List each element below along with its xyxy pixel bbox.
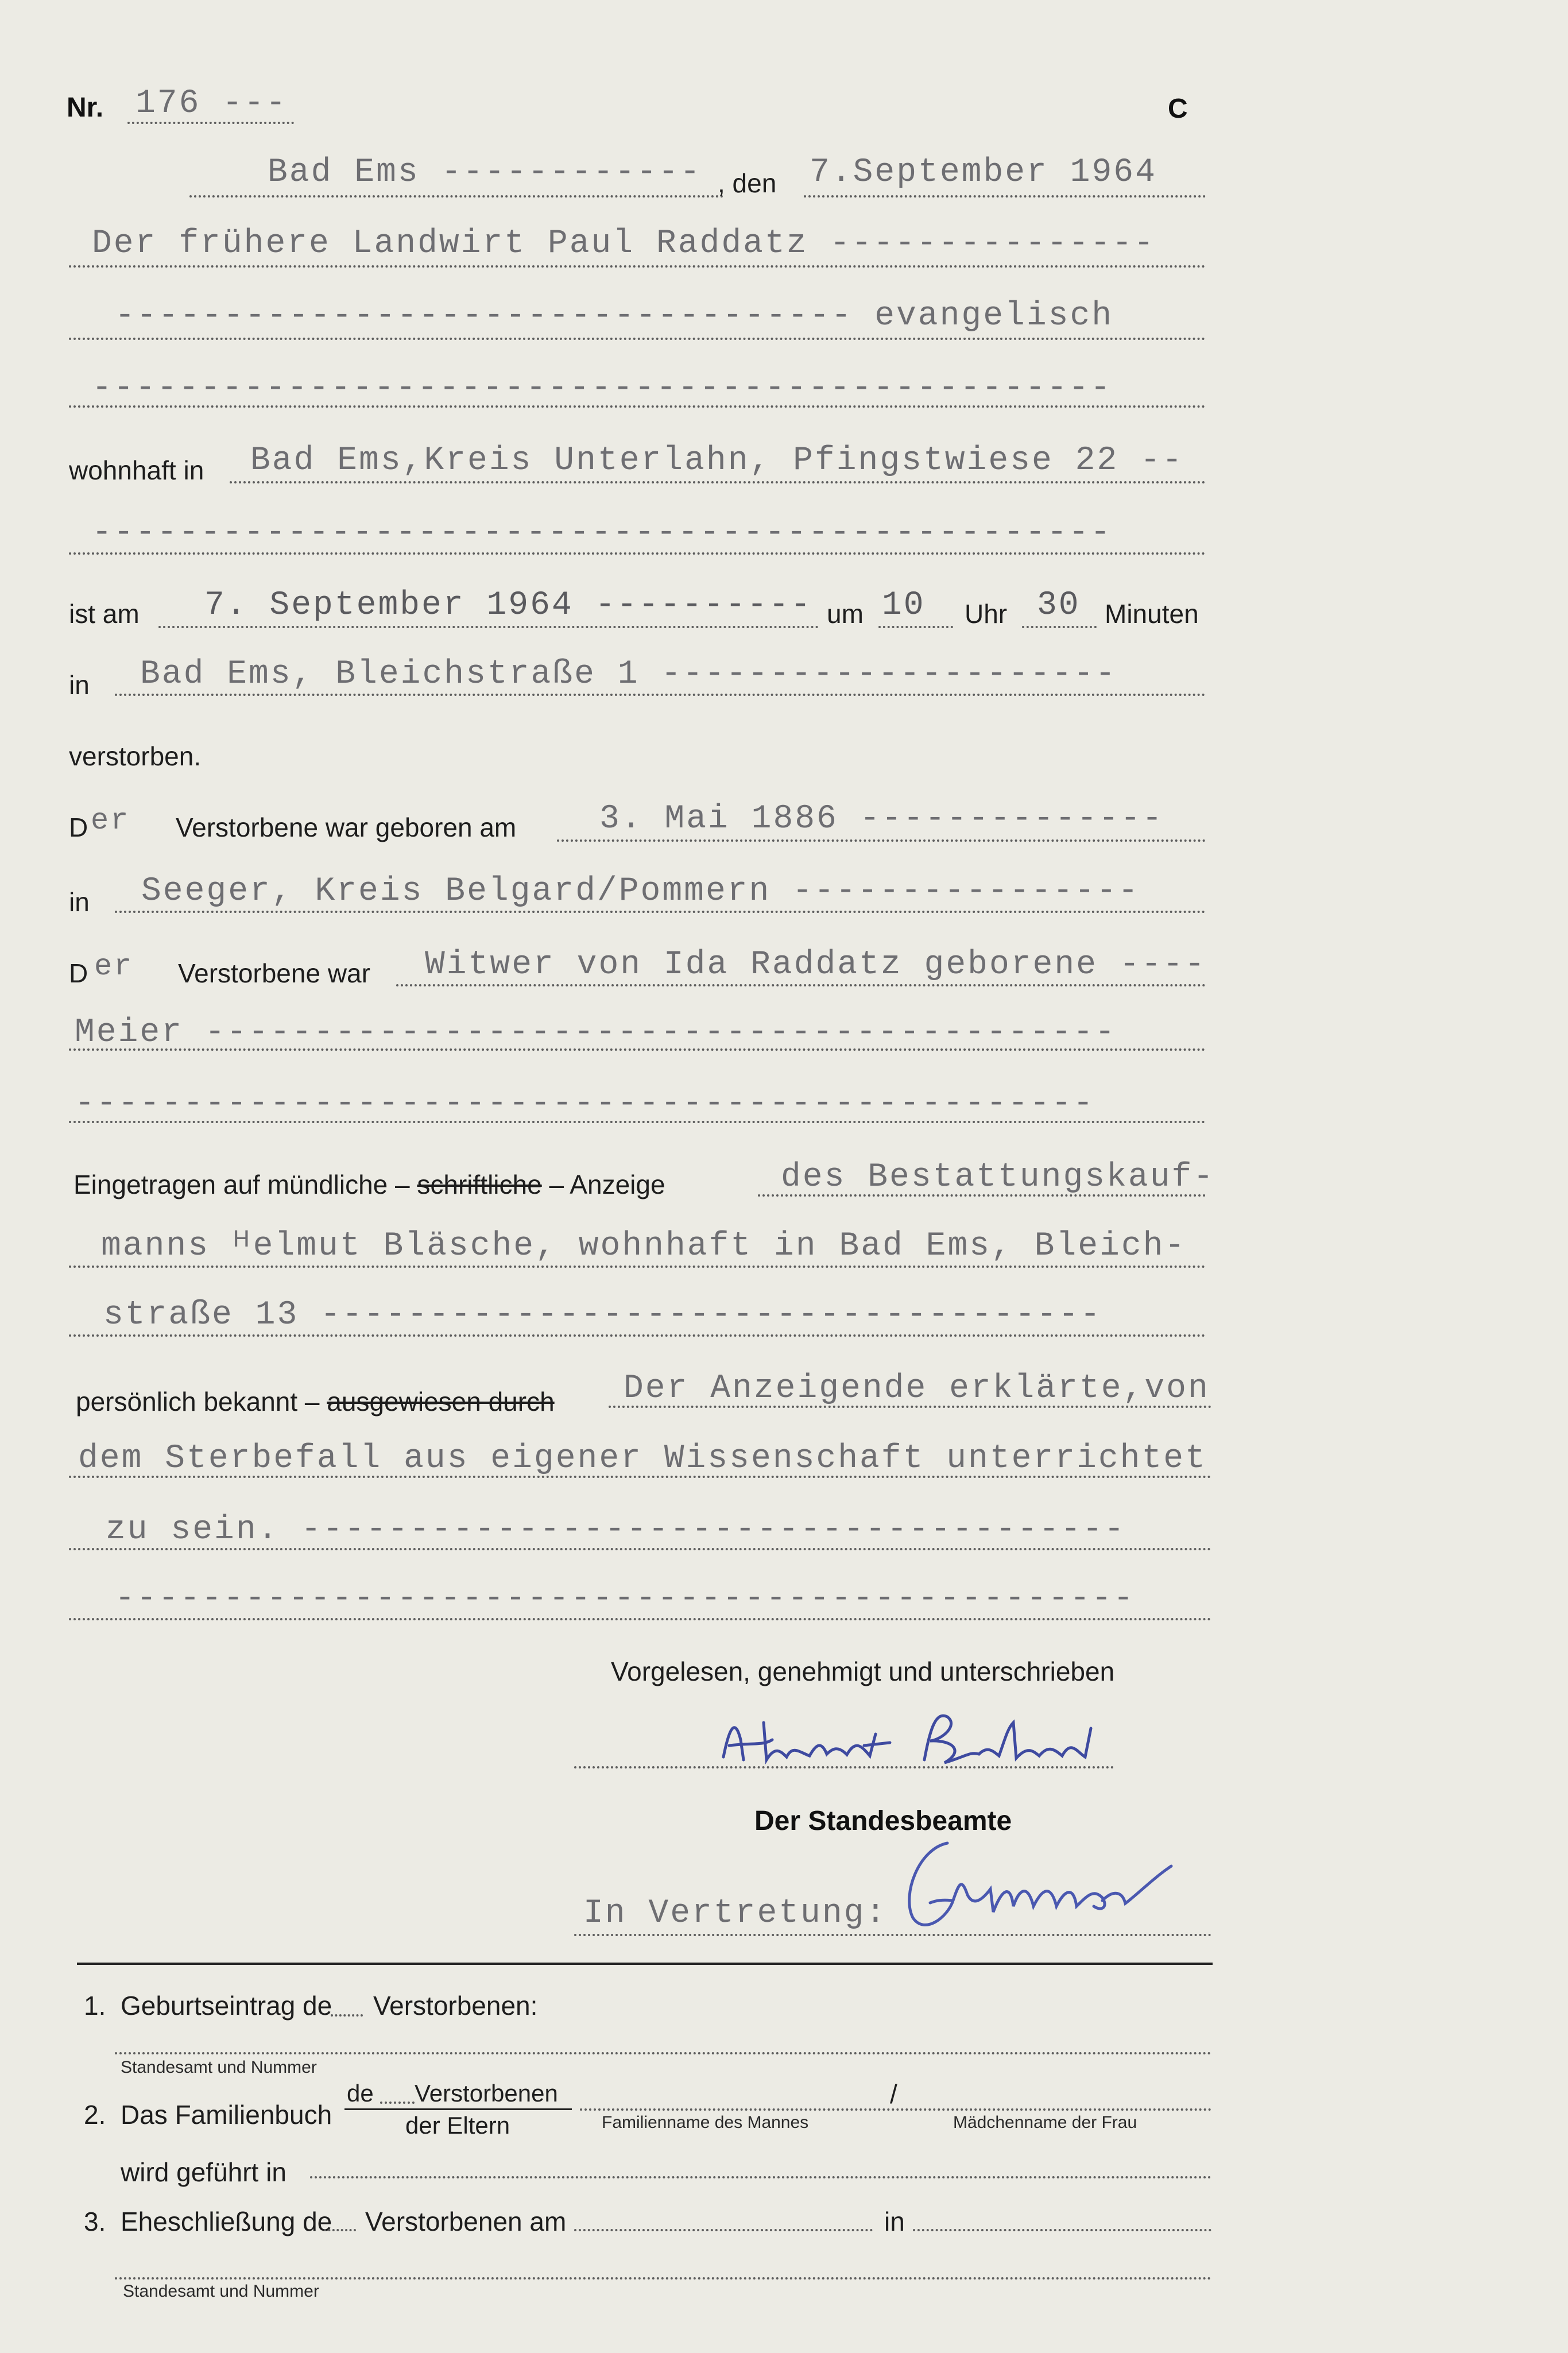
item2-slash: / xyxy=(890,2079,897,2109)
item2-top-a: de xyxy=(347,2080,374,2107)
report-label-b: – Anzeige xyxy=(549,1170,665,1199)
birth-label: Verstorbene war geboren am xyxy=(176,812,517,842)
birth-in-label: in xyxy=(69,887,90,917)
death-date: 7. September 1964 ---------- xyxy=(204,587,812,624)
report-line-3: straße 13 ------------------------------------ xyxy=(103,1297,1102,1334)
person-dotted-3 xyxy=(69,405,1206,408)
identity-dotted-4 xyxy=(69,1618,1211,1620)
item2-kept-label: wird geführt in xyxy=(121,2157,287,2187)
ist-am-label: ist am xyxy=(69,599,140,629)
place-dotted-line xyxy=(189,195,723,198)
identity-line-2: dem Sterbefall aus eigener Wissenschaft unterrichtet xyxy=(78,1440,1207,1477)
corner-letter: C xyxy=(1168,94,1188,124)
report-dotted-2 xyxy=(69,1265,1206,1268)
death-hour: 10 xyxy=(882,587,926,624)
item3-dots-short xyxy=(324,2229,356,2231)
place: Bad Ems ------------ xyxy=(268,154,702,191)
person-line-3: ----------------------------------------------- xyxy=(92,370,1112,407)
item1-label: Geburtseintrag de xyxy=(121,1991,332,2021)
death-place: Bad Ems, Bleichstraße 1 --------------------- xyxy=(140,656,1117,693)
item1-number: 1. xyxy=(84,1991,106,2021)
identity-label xyxy=(76,1386,555,1417)
date-dotted-line xyxy=(804,195,1206,198)
marital-line-2: Meier ------------------------------------------ xyxy=(75,1014,1117,1051)
item3-dotted xyxy=(115,2277,1211,2280)
nr-label: Nr. xyxy=(67,92,104,123)
residence-line-2: ----------------------------------------------- xyxy=(92,514,1112,552)
footer-divider xyxy=(77,1963,1213,1965)
person-line-1: Der frühere Landwirt Paul Raddatz --------------- xyxy=(92,225,1156,262)
item1-caption: Standesamt und Nummer xyxy=(121,2058,317,2077)
item2-label: Das Familienbuch xyxy=(121,2100,332,2130)
person-dotted-1 xyxy=(69,265,1206,268)
uhr-label: Uhr xyxy=(965,599,1008,629)
death-place-dotted xyxy=(115,694,1206,696)
report-dotted-3 xyxy=(69,1334,1206,1337)
item3-label: Eheschließung de xyxy=(121,2207,332,2236)
report-line-2: manns ᴴelmut Bläsche, wohnhaft in Bad Ems, Bleich- xyxy=(101,1228,1187,1265)
death-in-label: in xyxy=(69,670,90,700)
item1-label-b: Verstorbenen: xyxy=(373,1991,538,2021)
identity-label-a: persönlich bekannt – xyxy=(76,1387,320,1417)
item1-dotted xyxy=(115,2052,1211,2054)
item3-caption: Standesamt und Nummer xyxy=(123,2282,319,2301)
birth-prefix: D xyxy=(69,812,88,842)
minuten-label: Minuten xyxy=(1105,599,1199,629)
identity-dotted-1 xyxy=(609,1406,1211,1408)
minutes-dotted xyxy=(1022,626,1097,628)
deputy-label: In Vertretung: xyxy=(583,1895,888,1932)
item3-in-label: in xyxy=(884,2207,905,2236)
item2-caption-b: Mädchenname der Frau xyxy=(953,2113,1137,2132)
item1-dots-short xyxy=(331,2014,363,2017)
marital-prefix: D xyxy=(69,958,88,988)
death-date-dotted xyxy=(158,626,819,628)
nr-dotted-line xyxy=(127,122,294,124)
identity-label-struck: ausgewiesen durch xyxy=(327,1387,555,1417)
record-date: 7.September 1964 xyxy=(810,154,1157,191)
death-minutes: 30 xyxy=(1037,587,1081,624)
identity-dotted-2 xyxy=(69,1476,1211,1478)
hour-dotted xyxy=(878,626,953,628)
nr-value: 176 --- xyxy=(135,85,288,122)
item2-kept-dotted xyxy=(310,2176,1211,2178)
item3-date-dotted xyxy=(574,2229,873,2231)
identity-line-4: ----------------------------------------------- xyxy=(115,1580,1135,1617)
residence-dotted-1 xyxy=(230,481,1206,483)
person-line-2: ---------------------------------- evangelisch xyxy=(115,297,1114,335)
item2-fraction-line xyxy=(344,2108,572,2110)
birth-date: 3. Mai 1886 -------------- xyxy=(599,800,1164,838)
verstorben-label: verstorben. xyxy=(69,741,202,771)
report-label-a: Eingetragen auf mündliche – xyxy=(73,1170,410,1199)
item2-top-b: Verstorbenen xyxy=(415,2080,558,2107)
marital-dotted-1 xyxy=(396,984,1206,986)
den-label: , den xyxy=(718,168,777,198)
marital-dotted-3 xyxy=(69,1121,1206,1123)
um-label: um xyxy=(827,599,864,629)
marital-typed-suffix: er xyxy=(94,950,134,984)
marital-line-3: ----------------------------------------------- xyxy=(75,1085,1095,1123)
marital-label: Verstorbene war xyxy=(178,958,370,988)
signature-1-dotted xyxy=(574,1766,1114,1768)
signature-2 xyxy=(896,1832,1240,1944)
registrar-label: Der Standesbeamte xyxy=(754,1806,1012,1836)
signature-2-dotted xyxy=(574,1934,1211,1936)
marital-line-1: Witwer von Ida Raddatz geborene ---- xyxy=(425,946,1207,984)
item3-number: 3. xyxy=(84,2207,106,2236)
item2-number: 2. xyxy=(84,2100,106,2130)
item2-dots-short xyxy=(380,2102,415,2104)
residence-label: wohnhaft in xyxy=(69,455,204,485)
report-label xyxy=(73,1169,665,1200)
residence-line-1: Bad Ems,Kreis Unterlahn, Pfingstwiese 22 -- xyxy=(250,442,1184,479)
marital-dotted-2 xyxy=(69,1048,1206,1051)
birth-place-dotted xyxy=(115,911,1206,913)
identity-line-3: zu sein. -------------------------------------- xyxy=(106,1511,1126,1549)
item2-caption-a: Familienname des Mannes xyxy=(602,2113,809,2132)
residence-dotted-2 xyxy=(69,552,1206,555)
person-dotted-2 xyxy=(69,338,1206,340)
item3-label-b: Verstorbenen am xyxy=(365,2207,567,2236)
identity-dotted-3 xyxy=(69,1548,1211,1550)
item3-place-dotted xyxy=(913,2229,1211,2231)
identity-line-1: Der Anzeigende erklärte,von xyxy=(624,1370,1210,1407)
birth-place: Seeger, Kreis Belgard/Pommern ---------------- xyxy=(141,873,1140,910)
birth-date-dotted xyxy=(557,839,1206,842)
birth-typed-suffix: er xyxy=(91,804,130,838)
report-line-1: des Bestattungskauf- xyxy=(781,1159,1215,1196)
read-approved-label: Vorgelesen, genehmigt und unterschrieben xyxy=(611,1657,1115,1686)
item2-bottom: der Eltern xyxy=(405,2112,510,2139)
report-dotted-1 xyxy=(758,1194,1206,1197)
report-label-struck: schriftliche xyxy=(417,1170,542,1199)
